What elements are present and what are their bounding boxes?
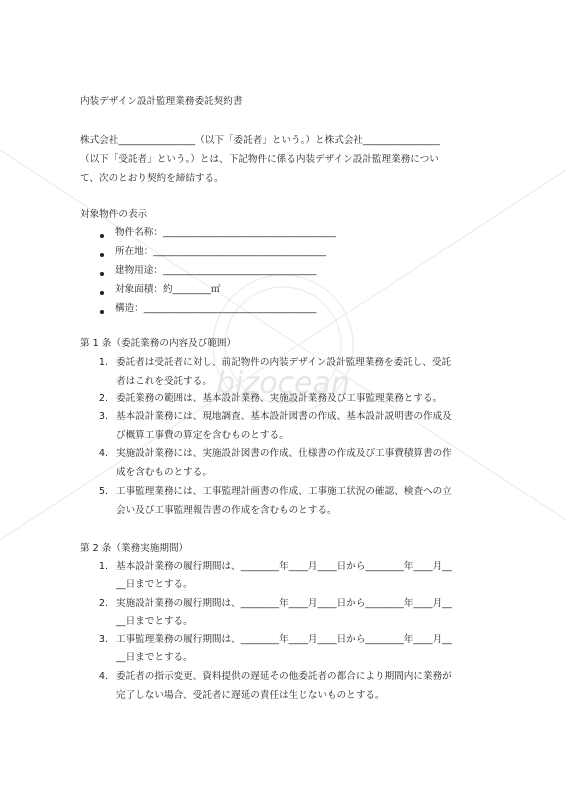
article-2-heading: 第 2 条（業務実施期間） (80, 543, 189, 554)
clause-line: 成を含むものとする。 (116, 467, 212, 478)
clause-number: 3. (98, 411, 108, 422)
clause-line: 委託者の指示変更、資料提供の遅延その他委託者の都合により期間内に業務が (116, 671, 452, 682)
clause-line: 実施設計業務の履行期間は、________年____月____日から________年____月__ (116, 598, 452, 609)
bullet-icon (100, 310, 104, 314)
svg-text:bizocean: bizocean (216, 366, 350, 401)
clause-number: 2. (98, 598, 108, 609)
clause-line: び概算工事費の算定を含むものとする。 (116, 430, 289, 441)
clause-line: 実施設計業務には、実施設計図書の作成、仕様書の作成及び工事費積算書の作 (116, 448, 452, 459)
clause-line: __日までとする。 (116, 579, 193, 590)
preamble-line: 株式会社________________（以下「委託者」という。）と株式会社________________ (80, 135, 440, 146)
clause-number: 4. (98, 448, 108, 459)
bullet-icon (100, 291, 104, 295)
clause-number: 1. (98, 561, 108, 572)
clause-number: 3. (98, 634, 108, 645)
property-item: 物件名称：____________________________________ (115, 227, 336, 238)
clause-line: 完了しない場合、受託者に遅延の責任は生じないものとする。 (116, 690, 385, 701)
clause-number: 5. (98, 486, 108, 497)
bullet-icon (100, 234, 104, 238)
property-item: 構造：____________________________________ (115, 303, 317, 314)
property-item: 対象面積：約________㎡ (115, 284, 221, 295)
bullet-icon (100, 272, 104, 276)
preamble-line: て、次のとおり契約を締結する。 (80, 173, 224, 184)
article-1-heading: 第 1 条（委託業務の内容及び範囲） (80, 338, 237, 349)
clause-line: __日までとする。 (116, 652, 193, 663)
property-heading: 対象物件の表示 (80, 209, 148, 220)
clause-line: 委託者は受託者に対し、前記物件の内装デザイン設計監理業務を委託し、受託 (116, 357, 452, 368)
property-item: 所在地：____________________________________ (115, 246, 327, 257)
clause-number: 4. (98, 671, 108, 682)
clause-line: 工事監理業務には、工事監理計画書の作成、工事施工状況の確認、検査への立 (116, 486, 452, 497)
clause-number: 1. (98, 357, 108, 368)
property-item: 建物用途：________________________________ (115, 265, 317, 276)
clause-line: 会い及び工事監理報告書の作成を含むものとする。 (116, 505, 337, 516)
clause-line: 基本設計業務の履行期間は、________年____月____日から________年____月__ (116, 561, 452, 572)
clause-line: 工事監理業務の履行期間は、________年____月____日から________年____月__ (116, 634, 452, 645)
bullet-icon (100, 253, 104, 257)
clause-number: 2. (98, 393, 108, 404)
clause-line: 者はこれを受託する。 (116, 376, 212, 387)
clause-line: 委託業務の範囲は、基本設計業務、実施設計業務及び工事監理業務とする。 (116, 393, 443, 404)
clause-line: __日までとする。 (116, 616, 193, 627)
preamble-line: （以下「受託者」という。）とは、下記物件に係る内装デザイン設計監理業務につい (80, 154, 439, 165)
clause-line: 基本設計業務には、現地調査、基本設計図書の作成、基本設計説明書の作成及 (116, 411, 452, 422)
document-title: 内装デザイン設計監理業務委託契約書 (80, 96, 243, 107)
